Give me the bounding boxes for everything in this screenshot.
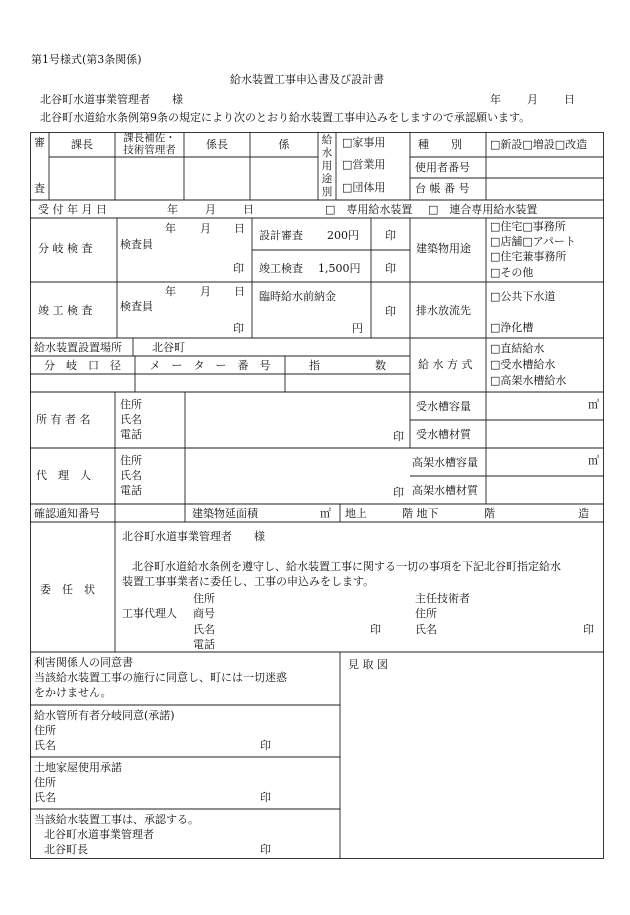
agent-seal-mark: 印 (370, 623, 381, 636)
branch-caliber-header: 分 岐 口 径 (44, 359, 121, 372)
floor-area-label: 建築物延面積 (192, 507, 258, 520)
usage-label-4: 途 (321, 173, 333, 185)
delegation-text-1: 北谷町水道給水条例を遵守し、給水装置工事に関する一切の事項を下記北谷町指定給水 (132, 560, 561, 573)
branch-month: 月 (200, 222, 211, 235)
chief-engineer-label: 主任技術者 (415, 592, 470, 605)
chief-name-label: 氏名 (415, 623, 437, 636)
header-addressee: 北谷町水道事業管理者 様 (40, 93, 183, 106)
meter-number-header: メ ー タ ー 番 号 (149, 359, 271, 372)
receipt-day: 日 (243, 203, 254, 216)
delegation-label: 委 任 状 (40, 583, 95, 596)
approval-text: 当該給水装置工事は、承認する。 (34, 813, 199, 826)
owner-phone: 電話 (120, 428, 142, 441)
usage-label-3: 用 (321, 160, 333, 172)
delegation-addressee: 北谷町水道事業管理者 様 (122, 530, 265, 543)
agent-phone-label: 電話 (193, 638, 215, 651)
location-label: 給水装置設置場所 (34, 341, 122, 354)
form-number: 第1号様式(第3条関係) (31, 53, 142, 66)
consent-text-2: をかけません。 (34, 686, 112, 699)
land-use-seal: 印 (260, 791, 271, 804)
supply-method-label: 給 水 方 式 (418, 358, 473, 371)
drainage-sewer[interactable]: □公共下水道 (490, 290, 556, 303)
reading-header: 指 数 (309, 359, 386, 372)
branch-inspection-label: 分 岐 検 査 (38, 242, 93, 255)
contractor-agent-label: 工事代理人 (122, 607, 177, 620)
floors-unit: 階 (484, 507, 495, 520)
supply-elevated-tank[interactable]: □高架水槽給水 (490, 374, 567, 387)
approval-col-tech-manager: 技術管理者 (123, 144, 176, 156)
elevated-tank-material: 高架水槽材質 (412, 484, 478, 497)
floors-below: 階 地下 (402, 507, 439, 520)
owner-address: 住所 (120, 398, 142, 411)
completion-inspector: 検査員 (120, 300, 153, 313)
land-use-title: 土地家屋使用承諾 (34, 761, 122, 774)
elevated-tank-unit: ㎥ (588, 454, 599, 467)
supply-receiving-tank[interactable]: □受水槽給水 (490, 358, 556, 371)
header-day: 日 (564, 93, 575, 106)
building-use-option-3[interactable]: □住宅兼事務所 (490, 250, 567, 263)
building-use-option-1[interactable]: □住宅□事務所 (490, 220, 566, 233)
elevated-tank-capacity: 高架水槽容量 (412, 456, 478, 469)
drainage-label: 排水放流先 (416, 304, 471, 317)
completion-check-label: 竣工検査 (259, 262, 303, 275)
receiving-tank-unit: ㎥ (588, 398, 599, 411)
pipe-owner-name: 氏名 (34, 739, 56, 752)
completion-check-seal: 印 (385, 262, 396, 275)
completion-check-fee: 1,500円 (318, 262, 361, 275)
location-value: 北谷町 (152, 341, 185, 354)
agent-seal: 印 (393, 486, 404, 499)
owner-seal: 印 (393, 430, 404, 443)
owner-label: 所 有 者 名 (36, 413, 91, 426)
kind-label: 種 別 (418, 138, 462, 151)
design-review-label: 設計審査 (259, 229, 303, 242)
agent-name: 氏名 (120, 469, 142, 482)
pipe-owner-seal: 印 (260, 739, 271, 752)
agent-address-label: 住所 (193, 592, 215, 605)
receipt-date-label: 受 付 年 月 日 (38, 203, 107, 216)
approval-mayor: 北谷町長 (44, 843, 88, 856)
confirmation-label: 確認通知番号 (34, 507, 100, 520)
structure-label: 造 (578, 507, 589, 520)
agent-person-name: 氏名 (193, 623, 215, 636)
kind-options[interactable]: □新設□増設□改造 (490, 138, 588, 151)
approval-manager: 北谷町水道事業管理者 (44, 828, 154, 841)
drainage-septic[interactable]: □浄化槽 (490, 321, 534, 334)
approval-seal: 印 (260, 843, 271, 856)
receipt-month: 月 (205, 203, 216, 216)
agent-phone: 電話 (120, 484, 142, 497)
header-year: 年 (490, 93, 501, 106)
form-title: 給水装置工事申込書及び設計書 (230, 73, 384, 86)
receipt-joint-option[interactable]: □ 連合専用給水装置 (428, 203, 538, 216)
owner-name: 氏名 (120, 413, 142, 426)
usage-group[interactable]: □団体用 (342, 181, 386, 194)
building-use-option-2[interactable]: □店舗□アパート (490, 235, 576, 248)
receipt-private-option[interactable]: □ 専用給水装置 (325, 203, 413, 216)
sketch-label: 見 取 図 (348, 658, 388, 671)
application-form (30, 132, 604, 859)
header-intro: 北谷町水道給水条例第9条の規定により次のとおり給水装置工事申込みをしますので承認願います。 (40, 111, 531, 124)
approval-label-top: 審 (34, 136, 45, 149)
completion-year: 年 (165, 285, 176, 298)
usage-business[interactable]: □営業用 (342, 158, 386, 171)
agent-address: 住所 (120, 454, 142, 467)
usage-label-1: 給 (321, 134, 333, 146)
completion-seal: 印 (233, 322, 244, 335)
building-use-option-4[interactable]: □その他 (490, 266, 534, 279)
consent-text-1: 当該給水装置工事の施行に同意し、町には一切迷惑 (34, 671, 287, 684)
deposit-yen: 円 (352, 322, 363, 335)
branch-year: 年 (165, 222, 176, 235)
completion-month: 月 (200, 285, 211, 298)
land-use-address: 住所 (34, 776, 56, 789)
branch-seal: 印 (233, 262, 244, 275)
design-review-fee: 200円 (327, 229, 359, 242)
floors-above: 地上 (345, 507, 367, 520)
approval-col-deputy: 課長補佐・ (123, 132, 176, 144)
usage-label-5: 別 (321, 186, 333, 198)
header-month: 月 (527, 93, 538, 106)
branch-inspector: 検査員 (120, 238, 153, 251)
deposit-seal: 印 (385, 305, 396, 318)
agent-trade-name: 商号 (193, 607, 215, 620)
receiving-tank-capacity: 受水槽容量 (416, 400, 471, 413)
approval-label-bottom: 査 (34, 182, 45, 195)
branch-day: 日 (234, 222, 245, 235)
building-use-label: 建築物用途 (416, 242, 471, 255)
consent-title: 利害関係人の同意書 (34, 656, 133, 669)
floor-area-unit: ㎡ (320, 507, 331, 520)
receiving-tank-material: 受水槽材質 (416, 428, 471, 441)
chief-address-label: 住所 (415, 607, 437, 620)
pipe-owner-address: 住所 (34, 724, 56, 737)
deposit-label: 臨時給水前納金 (259, 290, 336, 303)
supply-direct[interactable]: □直結給水 (490, 342, 545, 355)
chief-seal-mark: 印 (583, 623, 594, 636)
pipe-owner-title: 給水管所有者分岐同意(承諾) (34, 709, 175, 722)
approval-col-staff: 係 (278, 138, 290, 151)
completion-inspection-label: 竣 工 検 査 (38, 304, 93, 317)
agent-label: 代 理 人 (36, 469, 91, 482)
usage-household[interactable]: □家事用 (342, 136, 386, 149)
usage-label-2: 水 (321, 147, 333, 159)
land-use-name: 氏名 (34, 791, 56, 804)
approval-col-section-head: 係長 (206, 138, 228, 151)
approval-col-chief: 課長 (71, 138, 93, 151)
ledger-number-label: 台 帳 番 号 (415, 182, 470, 195)
user-number-label: 使用者番号 (415, 161, 470, 174)
delegation-text-2: 装置工事事業者に委任し、工事の申込みをします。 (122, 575, 375, 588)
design-review-seal: 印 (385, 229, 396, 242)
completion-day: 日 (234, 285, 245, 298)
receipt-year: 年 (167, 203, 178, 216)
